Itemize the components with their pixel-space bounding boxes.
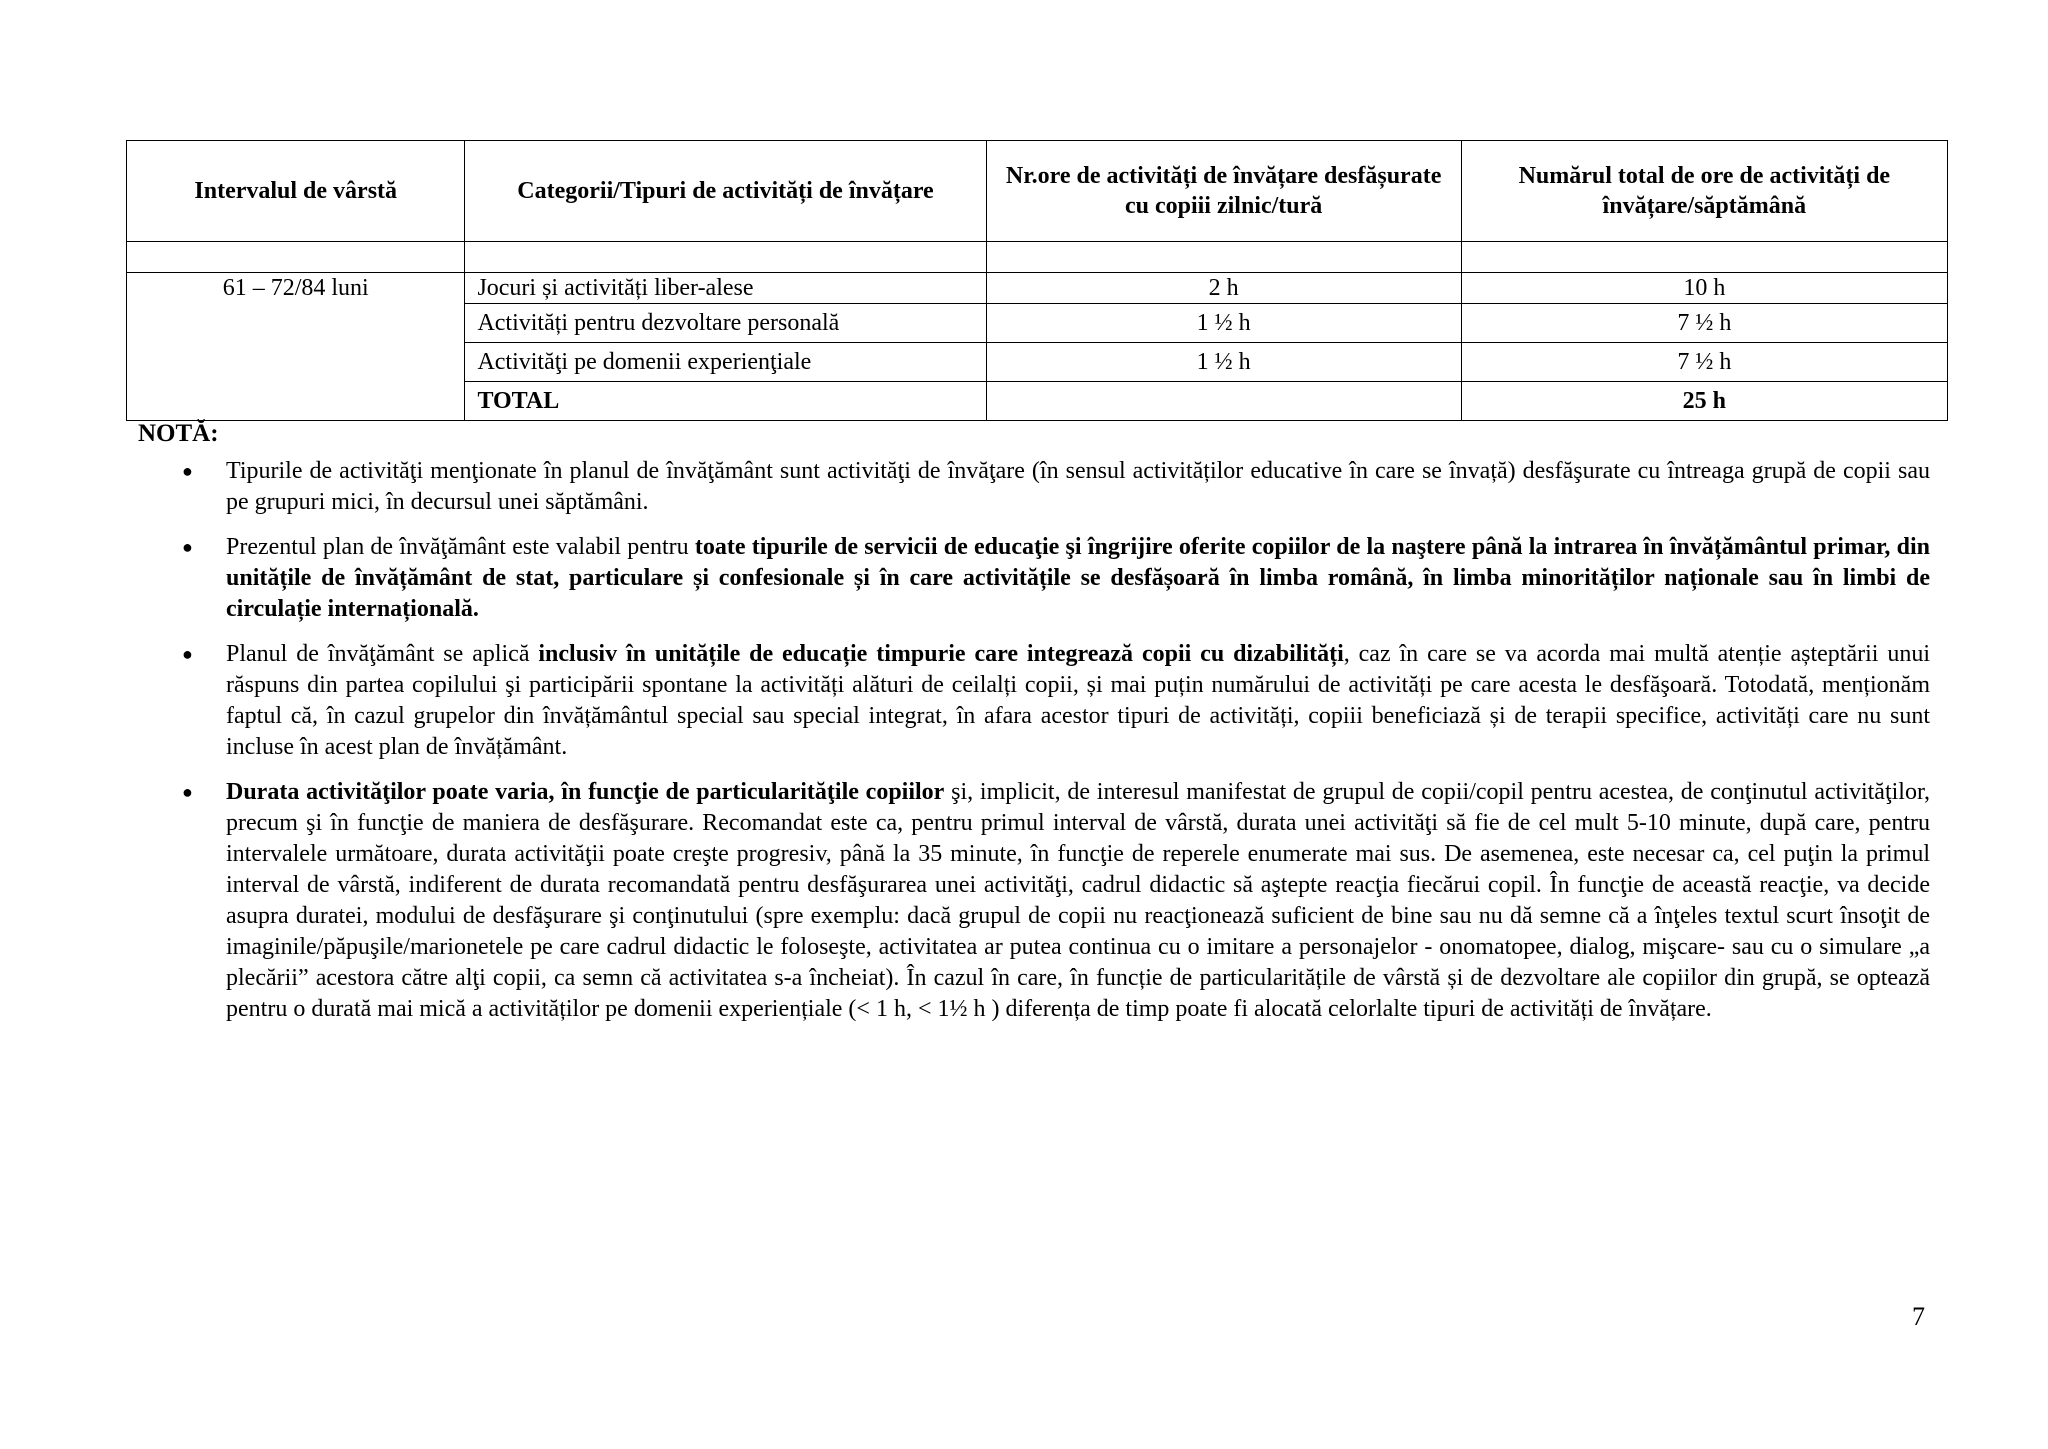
daily-hours-cell: 2 h [986,273,1461,304]
bullet-icon: ● [182,537,193,557]
header-activity-category: Categorii/Tipuri de activități de învățare [465,141,986,242]
nota-item [176,777,1930,1025]
table-row [127,273,1948,304]
nota-text: Planul de învăţământ se aplică [226,641,539,667]
total-daily-cell [986,382,1461,421]
blank-cell [127,242,465,273]
age-interval-cell: 61 – 72/84 luni [127,273,465,421]
category-cell: Activităţi pe domenii experienţiale [465,343,986,382]
nota-bold-text: Durata activităţilor poate varia, în funcţie de particularităţile copiilor [226,779,945,805]
weekly-hours-cell: 10 h [1461,273,1947,304]
blank-cell [1461,242,1947,273]
table-header-row [127,141,1948,242]
daily-hours-cell: 1 ½ h [986,304,1461,343]
page-number: 7 [1912,1302,1925,1331]
nota-text: şi, implicit, de interesul manifestat de grupul de copii/copil pentru acestea, de conţinutul activităţilor, precum şi în funcţie de maniera de desfăşurare. Recomandat este ca, pentru primul interval de vârstă, durata unei activităţi să fie de cel mult 5-10 minute, după care, pentru intervalele următoare, durata activităţii poate creşte progresiv, până la 35 minute, în funcţie de reperele enumerate mai sus. De asemenea, este necesar ca, cel puţin la primul interval de vârstă, indiferent de durata recomandată pentru desfăşurarea unei activităţi, cadrul didactic să aştepte reacţia fiecărui copil. În funcţie de această reacţie, va decide asupra duratei, modului de desfăşurare şi conţinutului (spre exemplu: dacă grupul de copii nu reacţionează suficient de bine sau nu dă semne că a înţeles textul scurt însoţit de imaginile/păpuşile/marionetele pe care cadrul didactic le foloseşte, activitatea ar putea continua cu o imitare a personajelor - onomatopee, dialog, mişcare- sau cu o simulare „a plecării” acestora către alţi copii, ca semn că activitatea s-a încheiat). În cazul în care, în funcție de particularitățile de vârstă și de dezvoltare ale copiilor din grupă, se optează pentru o durată mai mică a activităților pe domenii experiențiale (< 1 h, < 1½ h ) diferența de timp poate fi alocată celorlalte tipuri de activități de învățare. [226,779,1930,1022]
total-weekly-cell: 25 h [1461,382,1947,421]
category-cell: Activități pentru dezvoltare personală [465,304,986,343]
nota-heading: NOTĂ: [138,420,219,447]
daily-hours-cell: 1 ½ h [986,343,1461,382]
total-label: TOTAL [465,382,986,421]
bullet-icon: ● [182,782,193,802]
weekly-hours-cell: 7 ½ h [1461,304,1947,343]
activity-hours-table [126,140,1948,421]
header-age-interval: Intervalul de vârstă [127,141,465,242]
nota-bold-text: toate tipurile de servicii de educaţie şi îngrijire oferite copiilor de la naştere până la intrarea în învățământul primar, din unitățile de învățământ de stat, particulare și confesionale și în care activitățile se desfășoară în limba română, în limba minorităților naționale sau în limbi de circulație internațională. [226,534,1931,622]
category-cell: Jocuri și activități liber-alese [465,273,986,304]
nota-text: Prezentul plan de învăţământ este valabil pentru [226,534,695,560]
bullet-icon: ● [182,461,193,481]
nota-item [176,639,1930,763]
blank-cell [465,242,986,273]
table-blank-row [127,242,1948,273]
header-daily-hours: Nr.ore de activități de învățare desfășurate cu copiii zilnic/tură [986,141,1461,242]
header-weekly-hours: Numărul total de ore de activități de învățare/săptămână [1461,141,1947,242]
bullet-icon: ● [182,644,193,664]
nota-text: , caz în care se va acorda mai multă atenție așteptării unui răspuns din partea copilului şi participării spontane la activități alături de ceilalți copii, și mai puțin numărului de activități pe care acesta le desfăşoară. Totodată, menționăm faptul că, în cazul grupelor din învățământul special sau special integrat, în afara acestor tipuri de activități, copiii beneficiază și de terapii specifice, activități care nu sunt incluse în acest plan de învățământ. [226,641,1931,760]
nota-item [176,456,1930,518]
nota-text: Tipurile de activităţi menţionate în planul de învăţământ sunt activităţi de învăţare (în sensul activităților educative în care se învață) desfăşurate cu întreaga grupă de copii sau pe grupuri mici, în decursul unei săptămâni. [226,458,1930,515]
weekly-hours-cell: 7 ½ h [1461,343,1947,382]
nota-bold-text: inclusiv în unitățile de educație timpurie care integrează copii cu dizabilități [538,641,1344,667]
nota-list [176,456,1930,1039]
nota-item [176,532,1930,625]
blank-cell [986,242,1461,273]
